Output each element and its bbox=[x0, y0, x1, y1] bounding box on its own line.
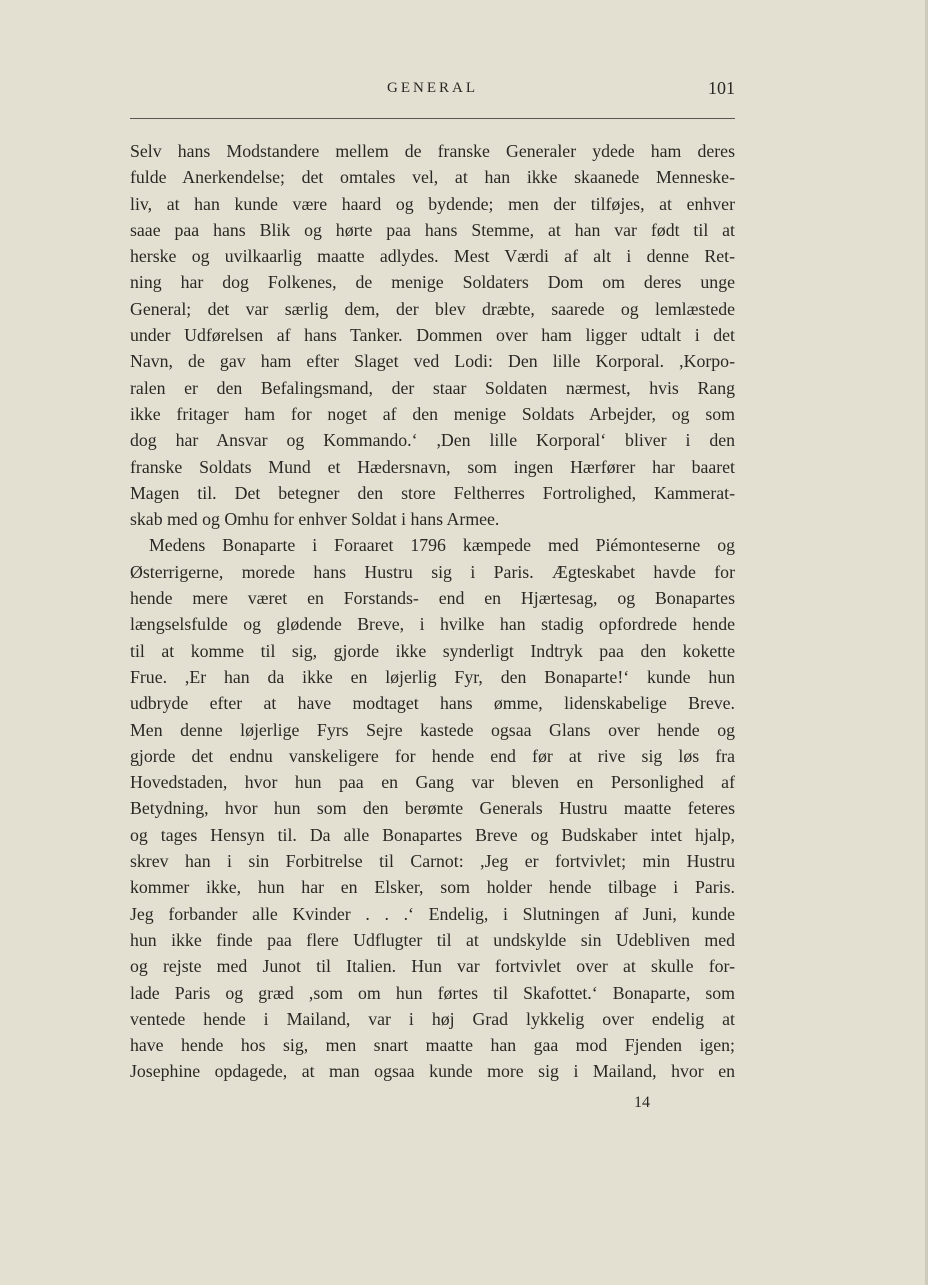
text-line: saae paa hans Blik og hørte paa hans Stemme, at han var født til at bbox=[130, 219, 735, 240]
running-head bbox=[130, 78, 735, 102]
page-number: 101 bbox=[708, 78, 735, 98]
text-line: liv, at han kunde være haard og bydende; men der tilføjes, at enhver bbox=[130, 193, 735, 214]
text-line: have hende hos sig, men snart maatte han gaa mod Fjenden igen; bbox=[130, 1035, 735, 1056]
text-line: længselsfulde og glødende Breve, i hvilke han stadig opfordrede hende bbox=[130, 614, 735, 635]
text-line: dog har Ansvar og Kommando.‘ ,Den lille Korporal‘ bliver i den bbox=[130, 430, 735, 451]
text-line: Selv hans Modstandere mellem de franske Generaler ydede ham deres bbox=[130, 141, 735, 161]
text-line: ning har dog Folkenes, de menige Soldaters Dom om deres unge bbox=[130, 272, 735, 293]
text-line: til at komme til sig, gjorde ikke synderligt Indtryk paa den kokette bbox=[130, 640, 735, 661]
text-line: ventede hende i Mailand, var i høj Grad lykkelig over endelig at bbox=[130, 1008, 735, 1029]
text-line: Hovedstaden, hvor hun paa en Gang var bleven en Personlighed af bbox=[130, 772, 735, 793]
text-line: hende mere været en Forstands- end en Hjærtesag, og Bonapartes bbox=[130, 588, 735, 609]
text-line: General; det var særlig dem, der blev dræbte, saarede og lemlæstede bbox=[130, 298, 735, 319]
text-line: skab med og Omhu for enhver Soldat i hans Armee. bbox=[130, 509, 500, 530]
text-line: Jeg forbander alle Kvinder . . .‘ Endelig, i Slutningen af Juni, kunde bbox=[130, 903, 735, 924]
text-line: under Udførelsen af hans Tanker. Dommen over ham ligger udtalt i det bbox=[130, 325, 735, 346]
text-line: Men denne løjerlige Fyrs Sejre kastede ogsaa Glans over hende og bbox=[130, 719, 735, 740]
header-title: GENERAL bbox=[387, 80, 478, 96]
text-line: Magen til. Det betegner den store Feltherres Fortrolighed, Kammerat- bbox=[130, 482, 735, 503]
text-line: Østerrigerne, morede hans Hustru sig i Paris. Ægteskabet havde for bbox=[130, 561, 735, 582]
text-line: Betydning, hvor hun som den berømte Generals Hustru maatte feteres bbox=[130, 798, 735, 819]
body-text bbox=[130, 138, 735, 1085]
text-line: ralen er den Befalingsmand, der staar Soldaten nærmest, hvis Rang bbox=[130, 377, 735, 398]
text-line: udbryde efter at have modtaget hans ømme, lidenskabelige Breve. bbox=[130, 693, 735, 714]
text-line: kommer ikke, hun har en Elsker, som holder hende tilbage i Paris. bbox=[130, 877, 735, 898]
signature-mark: 14 bbox=[634, 1094, 650, 1111]
text-line: og tages Hensyn til. Da alle Bonapartes Breve og Budskaber intet hjalp, bbox=[130, 824, 735, 845]
text-line: fulde Anerkendelse; det omtales vel, at han ikke skaanede Menneske- bbox=[130, 167, 735, 188]
text-line: Frue. ,Er han da ikke en løjerlig Fyr, den Bonaparte!‘ kunde hun bbox=[130, 666, 735, 687]
text-line: hun ikke finde paa flere Udflugter til at undskylde sin Udebliven med bbox=[130, 929, 735, 950]
text-line: Medens Bonaparte i Foraaret 1796 kæmpede med Piémonteserne og bbox=[149, 535, 735, 556]
text-line: herske og uvilkaarlig maatte adlydes. Mest Værdi af alt i denne Ret- bbox=[130, 246, 735, 267]
text-line: Josephine opdagede, at man ogsaa kunde more sig i Mailand, hvor en bbox=[130, 1061, 735, 1082]
text-line: franske Soldats Mund et Hædersnavn, som ingen Hærfører har baaret bbox=[130, 456, 735, 477]
text-line: skrev han i sin Forbitrelse til Carnot: ,Jeg er fortvivlet; min Hustru bbox=[130, 851, 735, 872]
text-line: Navn, de gav ham efter Slaget ved Lodi: Den lille Korporal. ,Korpo- bbox=[130, 351, 735, 372]
text-line: gjorde det endnu vanskeligere for hende end før at rive sig løs fra bbox=[130, 745, 735, 766]
text-line: og rejste med Junot til Italien. Hun var fortvivlet over at skulle for- bbox=[130, 956, 735, 977]
text-line: lade Paris og græd ,som om hun førtes til Skafottet.‘ Bonaparte, som bbox=[130, 982, 735, 1003]
text-line: ikke fritager ham for noget af den menige Soldats Arbejder, og som bbox=[130, 403, 735, 424]
header-rule bbox=[130, 118, 735, 119]
